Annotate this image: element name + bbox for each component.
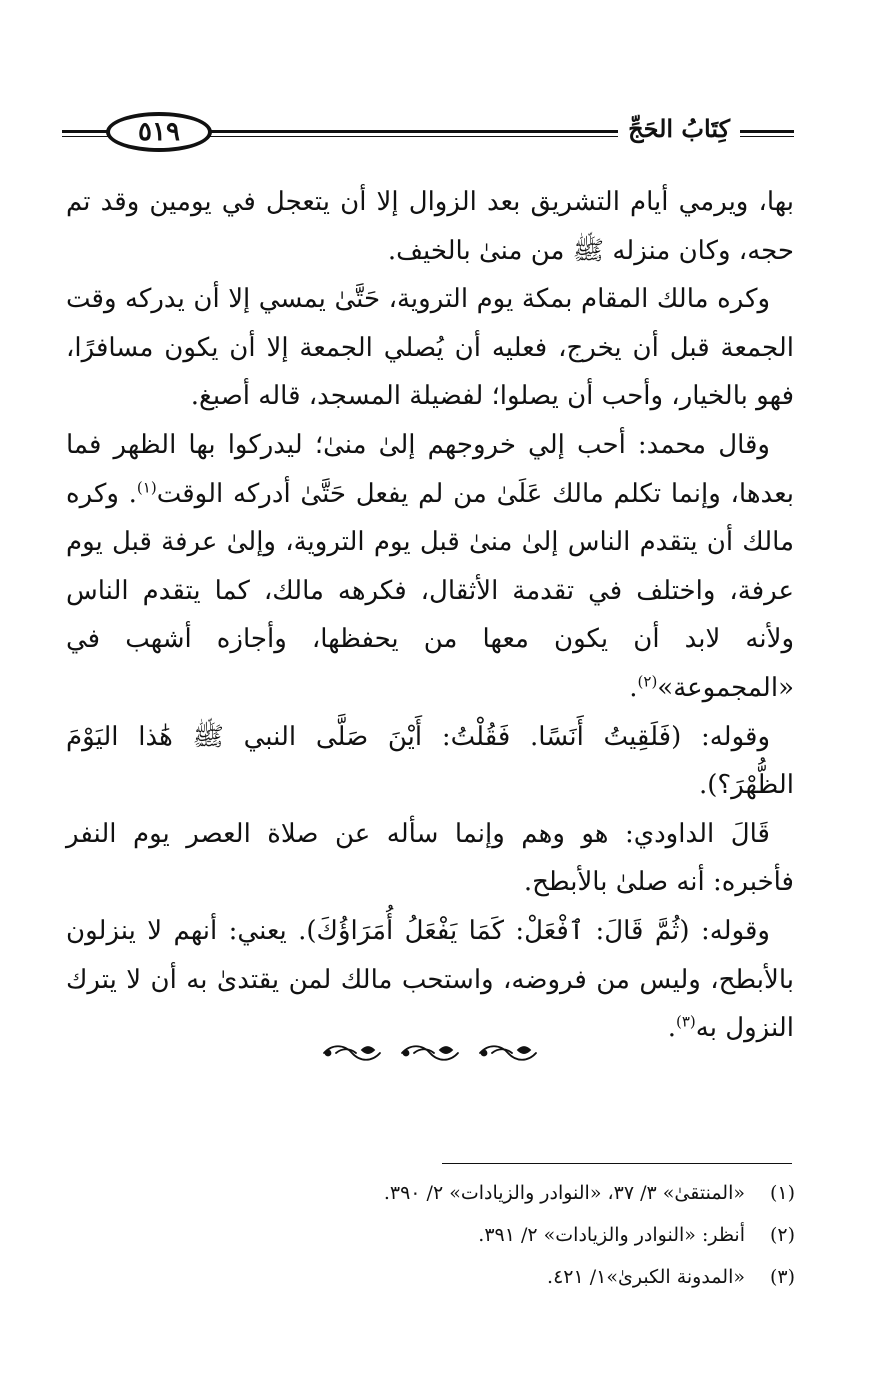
body-paragraph [66, 713, 794, 810]
header-rule-left [62, 130, 112, 133]
footnote-item [200, 1172, 795, 1214]
body-paragraph [66, 178, 794, 275]
body-paragraph [66, 907, 794, 1053]
body-paragraph [66, 421, 794, 713]
footnote-number: (١) [769, 1182, 795, 1204]
page-number: ٥١٩ [106, 112, 212, 152]
footnote-reference: (٣) [675, 1012, 696, 1031]
footnote-item [200, 1214, 795, 1256]
running-header [62, 108, 794, 160]
running-title: كِتَابُ الحَجِّ [618, 114, 740, 143]
paragraph-text: . [667, 1013, 676, 1044]
footnote-separator [442, 1163, 792, 1164]
footnote-text: «المدونة الكبرىٰ»١/ ٤٢١. [547, 1266, 745, 1288]
footnote-text: «المنتقىٰ» ٣/ ٣٧، «النوادر والزيادات» ٢/ ٣٩٠. [383, 1182, 745, 1204]
body-paragraph [66, 275, 794, 421]
footnote-item [200, 1256, 795, 1298]
paragraph-text: وقال محمد: أحب إلي خروجهم إلىٰ منىٰ؛ ليدركوا بها الظهر فما بعدها، وإنما تكلم مالك عَلَىٰ من لم يفعل حَتَّىٰ أدركه الوقت [66, 429, 794, 509]
paragraph-text: وقوله: (فَلَقِيتُ أَنَسًا. فَقُلْتُ: أَيْنَ صَلَّى النبي ﷺ هَٰذا اليَوْمَ الظُّهْرَ؟). [66, 721, 794, 801]
paragraph-text: بها، ويرمي أيام التشريق بعد الزوال إلا أن يتعجل في يومين وقد تم حجه، وكان منزله ﷺ من منىٰ بالخيف. [66, 187, 794, 266]
paragraph-text: وقوله: (ثُمَّ قَالَ: ٱفْعَلْ: كَمَا يَفْعَلُ أُمَرَاؤُكَ). يعني: أنهم لا ينزلون بالأبطح، وليس من فروضه، واستحب مالك لمن يقتدىٰ به أن لا يترك النزول به [66, 915, 794, 1044]
paragraph-text: . وكره مالك أن يتقدم الناس إلىٰ منىٰ قبل يوم التروية، وإلىٰ عرفة قبل يوم عرفة، واختلف في تقدمة الأثقال، فكرهه مالك، كما يتقدم الناس ولأنه لابد أن يكون معها من يحفظها، وأجازه أشهب في «المجموعة» [66, 478, 794, 703]
paragraph-text: قَالَ الداودي: هو وهم وإنما سأله عن صلاة العصر يوم النفر فأخبره: أنه صلىٰ بالأبطح. [66, 818, 794, 898]
footnote-text: أنظر: «النوادر والزيادات» ٢/ ٣٩١. [478, 1224, 745, 1246]
body-text [66, 178, 794, 1053]
footnotes [200, 1172, 795, 1298]
body-paragraph [66, 810, 794, 907]
footnote-number: (٣) [769, 1266, 795, 1288]
floral-divider-icon [318, 1040, 548, 1066]
header-rule-left-thin [62, 136, 112, 137]
paragraph-text: . [629, 672, 638, 703]
paragraph-text: وكره مالك المقام بمكة يوم التروية، حَتَّىٰ يمسي إلا أن يدركه وقت الجمعة قبل أن يخرج، فعليه أن يُصلي الجمعة إلا أن يكون مسافرًا، فهو بالخيار، وأحب أن يصلوا؛ لفضيلة المسجد، قاله أصبغ. [66, 284, 794, 412]
footnote-reference: (٢) [637, 672, 658, 691]
footnote-number: (٢) [769, 1224, 795, 1246]
footnote-reference: (١) [136, 477, 157, 496]
